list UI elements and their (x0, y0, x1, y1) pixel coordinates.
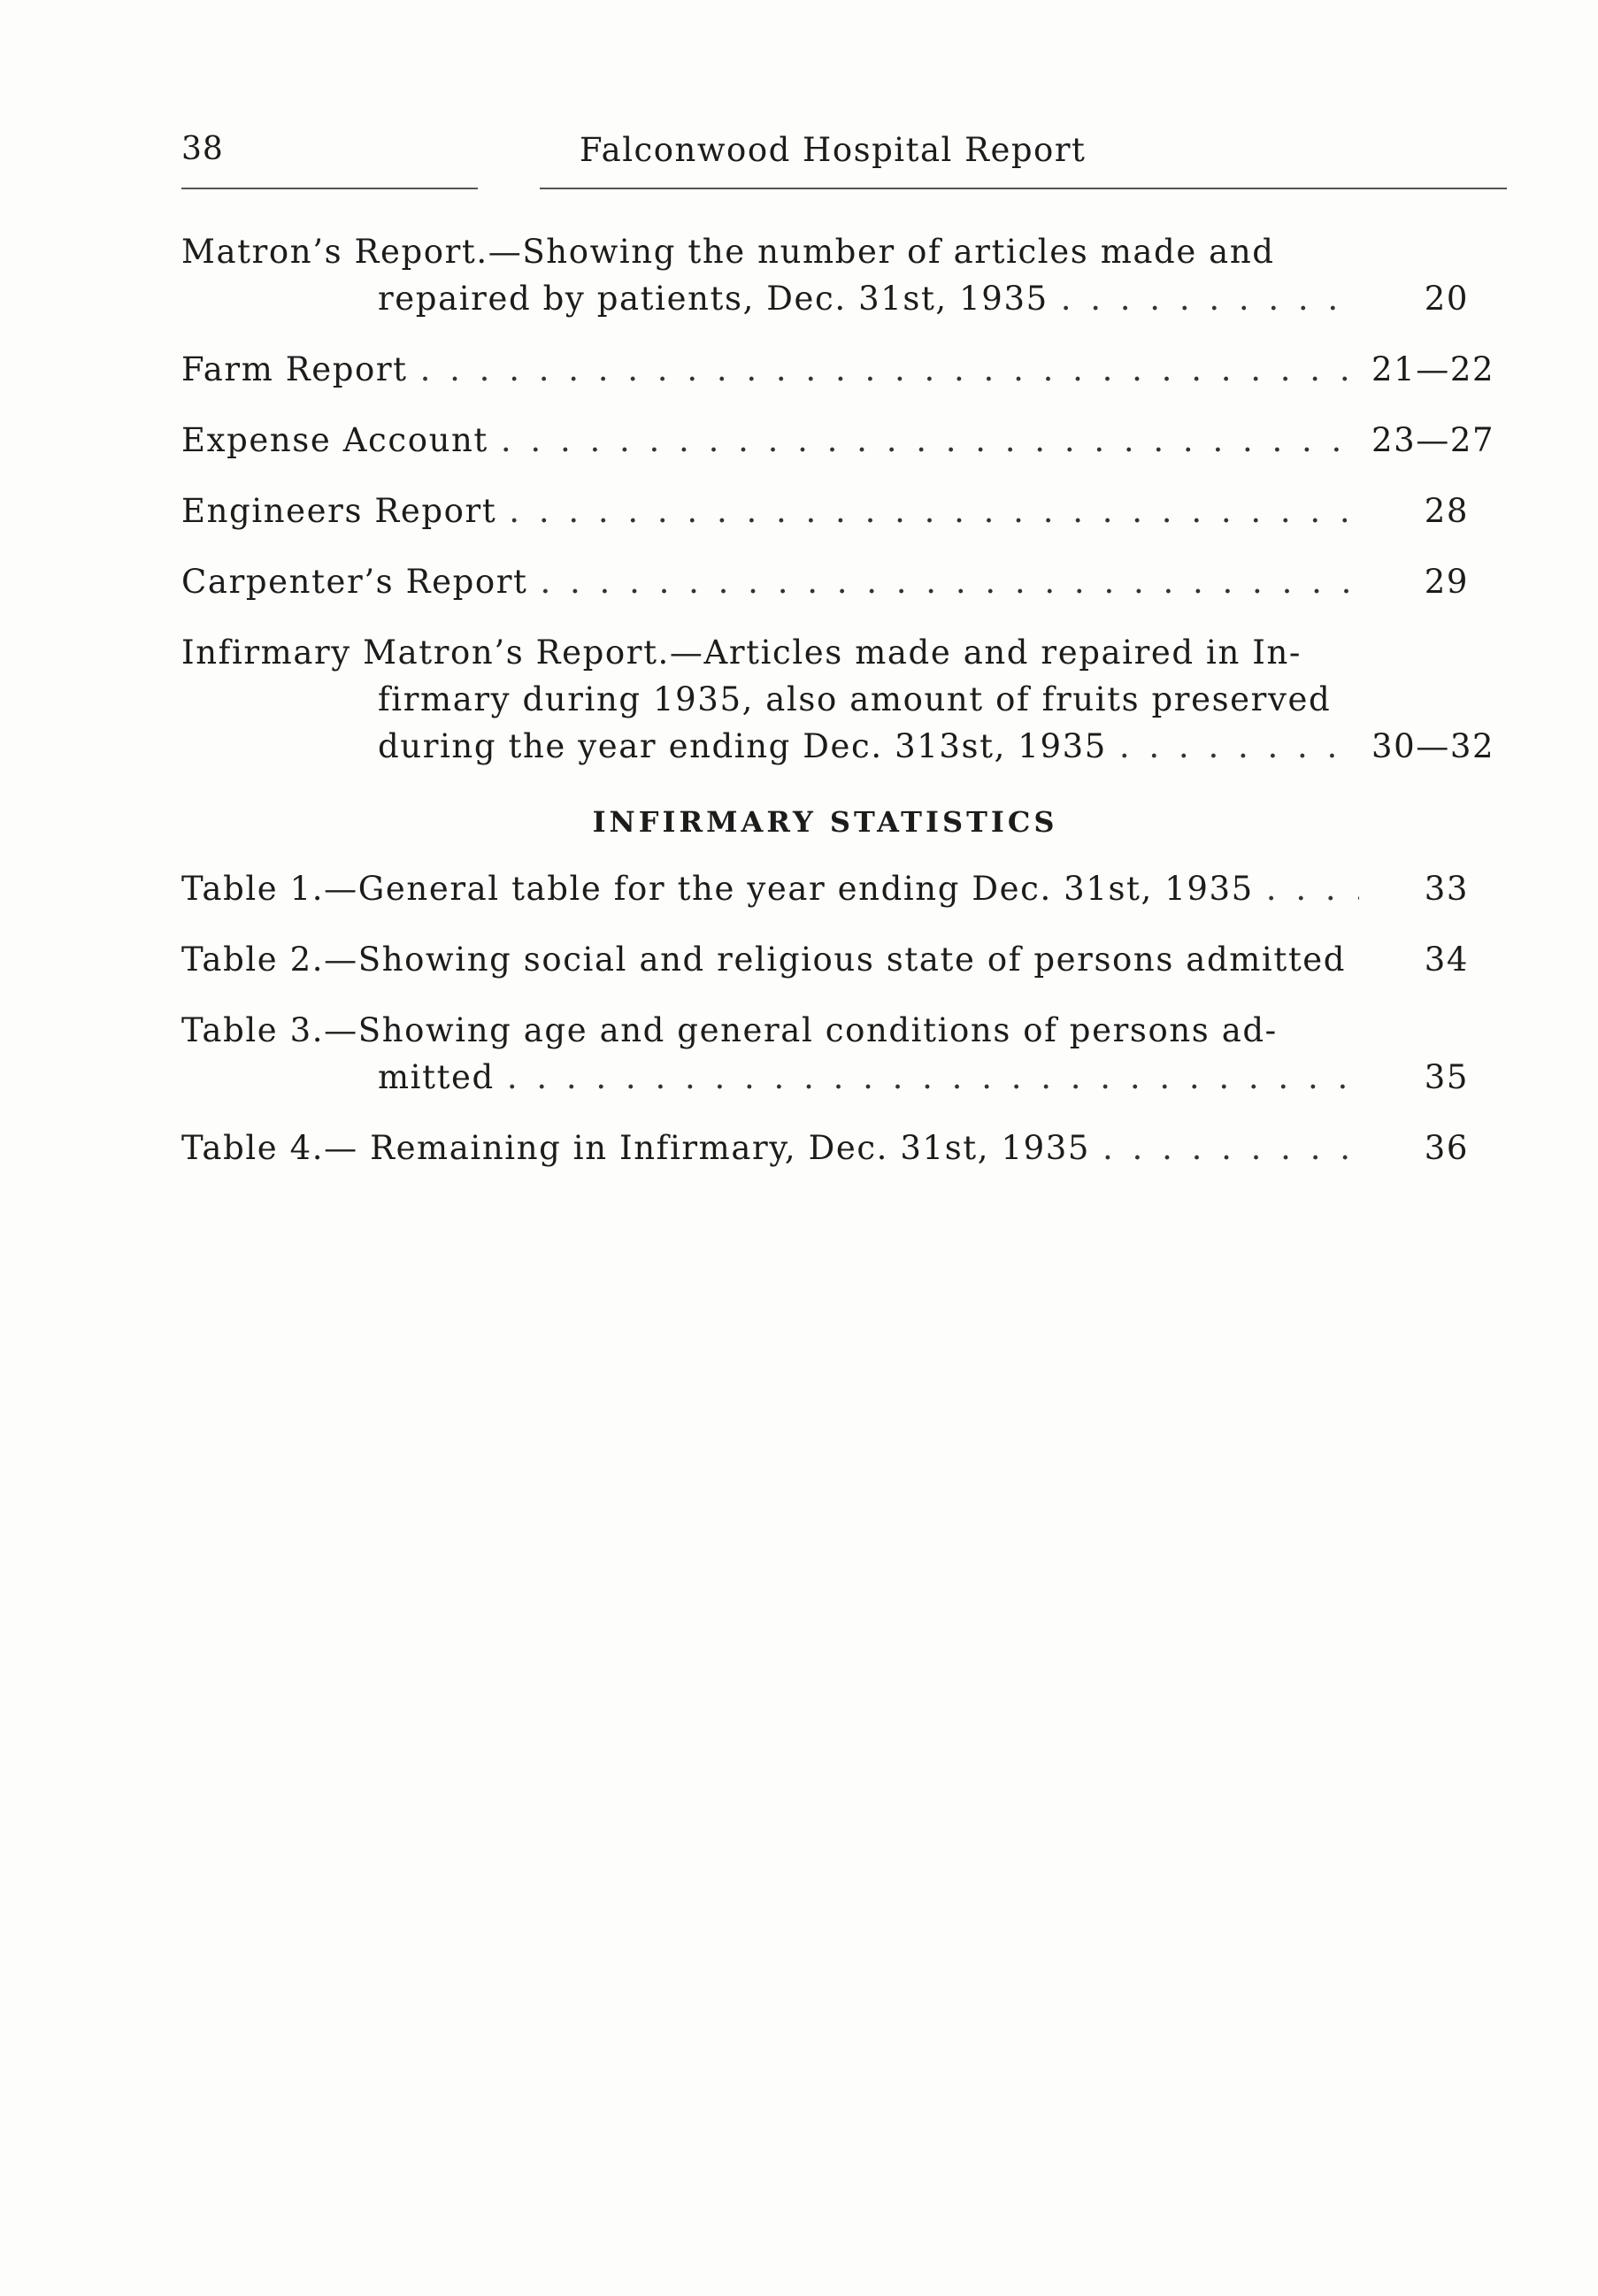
toc-page-reference: 34 (1424, 941, 1469, 979)
section-heading: INFIRMARY STATISTICS (592, 805, 1058, 839)
toc-entry-expense-account (181, 417, 1495, 464)
toc-entry-table-1 (181, 865, 1469, 912)
header-rule-break (478, 185, 540, 192)
dot-leader (509, 488, 1359, 534)
toc-page-reference: 20 (1424, 280, 1469, 318)
dot-leader (1102, 1125, 1359, 1171)
toc-entry-engineers-report (181, 488, 1469, 534)
toc-entry-text: Table 4.— Remaining in Infirmary, Dec. 31st, 1935 (181, 1129, 1091, 1167)
toc-entry-text: firmary during 1935, also amount of fruits preserved (378, 680, 1332, 718)
toc-entry-text: Farm Report (181, 350, 408, 388)
toc-entry-text: Table 2.—Showing social and religious state of persons admitted (181, 941, 1347, 979)
toc-entry-matrons-report (181, 228, 1469, 322)
page-header (181, 131, 1507, 184)
dot-leader (507, 1054, 1359, 1101)
table-of-contents (181, 228, 1495, 1171)
toc-entry-text: Infirmary Matron’s Report.—Articles made and repaired in In- (181, 634, 1302, 672)
toc-page-reference: 23—27 (1371, 421, 1495, 459)
dot-leader (420, 346, 1359, 393)
dot-leader (541, 558, 1359, 605)
dot-leader (1266, 865, 1359, 912)
toc-page-reference: 33 (1424, 870, 1469, 908)
toc-entry-text: repaired by patients, Dec. 31st, 1935 (378, 280, 1049, 318)
toc-entry-table-4 (181, 1125, 1469, 1171)
toc-page-reference: 29 (1424, 563, 1469, 601)
toc-entry-table-3 (181, 1007, 1469, 1101)
toc-entry-text: during the year ending Dec. 313st, 1935 (378, 727, 1107, 765)
dot-leader (1061, 275, 1359, 322)
toc-entry-farm-report (181, 346, 1495, 393)
page-number: 38 (181, 131, 224, 167)
toc-entry-text: Table 3.—Showing age and general conditions of persons ad- (181, 1011, 1278, 1049)
header-rule (181, 188, 1507, 189)
running-title: Falconwood Hospital Report (580, 131, 1087, 169)
toc-page-reference: 21—22 (1371, 350, 1495, 388)
dot-leader (1119, 723, 1359, 770)
toc-page-reference: 35 (1424, 1058, 1469, 1096)
toc-entry-text: mitted (378, 1058, 495, 1096)
toc-entry-text: Engineers Report (181, 492, 497, 530)
toc-entry-text: Expense Account (181, 421, 488, 459)
toc-entry-carpenters-report (181, 558, 1469, 605)
toc-entry-text: Table 1.—General table for the year ending Dec. 31st, 1935 (181, 870, 1254, 908)
toc-page-reference: 30—32 (1371, 727, 1495, 765)
toc-entry-text: Matron’s Report.—Showing the number of articles made and (181, 233, 1275, 271)
toc-entry-table-2 (181, 936, 1469, 983)
toc-page-reference: 28 (1424, 492, 1469, 530)
toc-entry-infirmary-matrons-report (181, 629, 1495, 770)
toc-entry-text: Carpenter’s Report (181, 563, 528, 601)
dot-leader (501, 417, 1359, 464)
toc-page-reference: 36 (1424, 1129, 1469, 1167)
